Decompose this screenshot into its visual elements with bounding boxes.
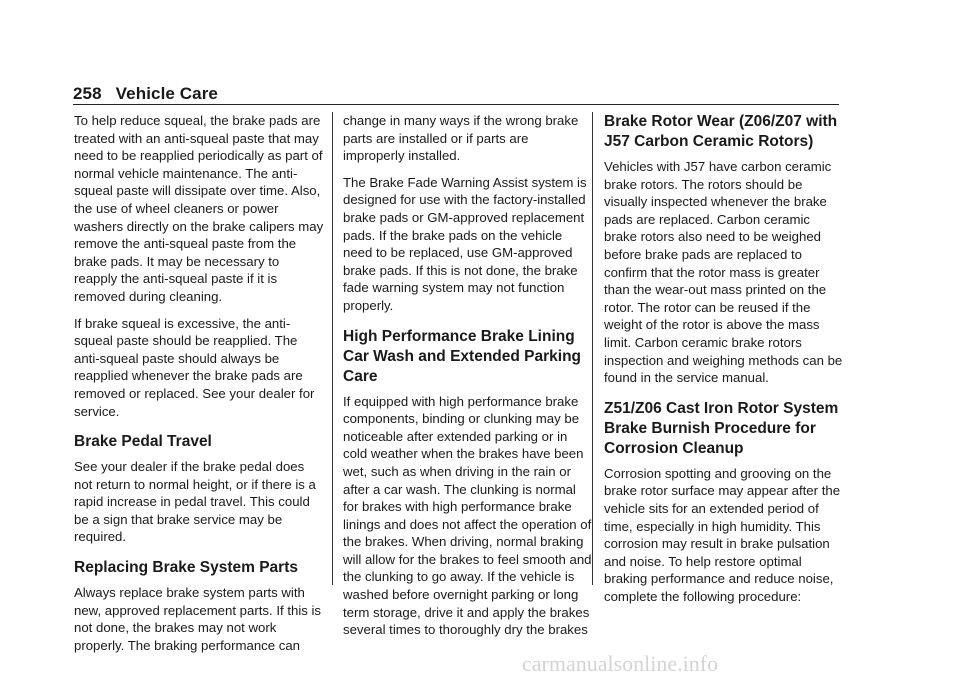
paragraph-anti-squeal: To help reduce squeal, the brake pads are treated with an anti-squeal paste that may need to be reapplied periodically as part of normal vehicle maintenance. The anti-squeal paste will dissipate over time. Also, the use of wheel cleaners or power washers directly on the brake calipers may remove the anti-squeal paste from the brake pads. It may be necessary to reapply the anti-squeal paste if it is removed during cleaning. [74,113,324,304]
heading-brake-pedal-travel: Brake Pedal Travel [74,433,212,451]
paragraph-replacing-parts: Always replace brake system parts with new, approved replacement parts. If this is not done, the brakes may not work properly. The braking performance can [74,585,322,653]
paragraph-burnish: Corrosion spotting and grooving on the brake rotor surface may appear after the vehicle sits for an extended period of time, especially in high humidity. This corrosion may result in brake pulsation and noise. To help restore optimal braking performance and reduce noise, complete the following procedure: [604,465,841,604]
paragraph-rotor-wear: Vehicles with J57 have carbon ceramic brake rotors. The rotors should be visually inspected whenever the brake pads are replaced. Carbon ceramic brake rotors also need to be weighed before brake pads are replaced to confirm that the rotor mass is greater than the wear-out mass printed on the rotor. The rotor can be reused if the weight of the rotor is above the mass limit. Carbon ceramic brake rotors inspection and weighing methods can be found in the service manual. [604,159,843,386]
column-3 [604,112,844,614]
paragraph-pedal-travel: See your dealer if the brake pedal does not return to normal height, or if there is a rapid increase in pedal travel. This could be a sign that brake service may be required. [74,459,316,545]
heading-rotor-wear: Brake Rotor Wear (Z06/Z07 with J57 Carbon Ceramic Rotors) [604,113,838,150]
paragraph-brake-lining: If equipped with high performance brake components, binding or clunking may be noticeable after extended parking or in cold weather when the brakes have been wet, such as when driving in the rain or after a car wash. The clunking is normal for brakes with high performance brake linings and does not affect the operation of the brakes. When driving, normal braking will allow for the brakes to feel smooth and the clunking to go away. If the vehicle is washed before overnight parking or long term storage, drive it and apply the brakes several times to thoroughly dry the brakes [343,393,592,638]
heading-burnish-procedure: Z51/Z06 Cast Iron Rotor System Brake Burnish Procedure for Corrosion Cleanup [604,399,839,457]
paragraph-fade-warning: The Brake Fade Warning Assist system is designed for use with the factory-installed brake pads or GM-approved replacement pads. If the brake pads on the vehicle need to be replaced, use GM-approved brake pads. If this is not done, the brake fade warning system may not function properly. [343,174,587,313]
header-rule [73,104,839,105]
column-2 [343,112,593,648]
heading-replacing-parts: Replacing Brake System Parts [74,559,298,577]
section-title: Vehicle Care [115,84,218,103]
page-header [73,84,218,104]
column-divider-2 [592,112,593,585]
paragraph-parts-continued: change in many ways if the wrong brake parts are installed or if parts are improperly installed. [343,113,579,164]
paragraph-squeal-excessive: If brake squeal is excessive, the anti-squeal paste should be reapplied. The anti-squeal paste should always be reapplied whenever the brake pads are removed or replaced. See your dealer for service. [74,315,315,419]
column-1 [74,112,324,663]
watermark: carmanualsonline.info [522,651,719,676]
column-divider-1 [332,112,333,585]
heading-brake-lining: High Performance Brake Lining Car Wash and Extended Parking Care [343,327,582,385]
page-number: 258 [73,84,102,103]
